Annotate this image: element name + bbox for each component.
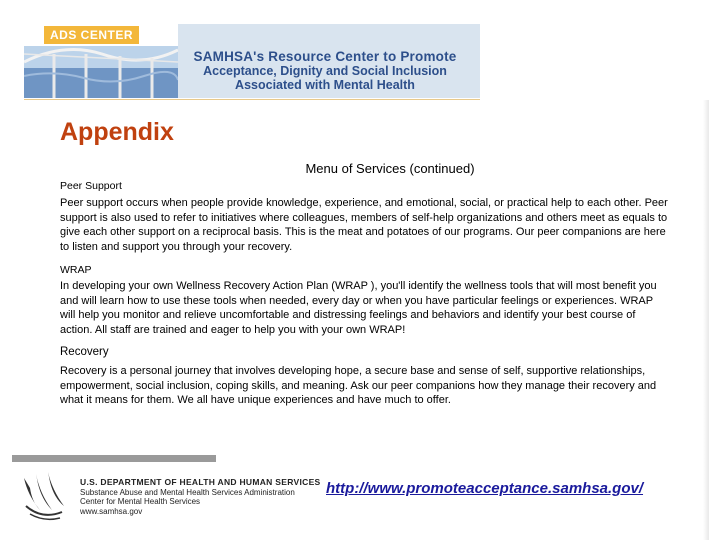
banner-title-line1: SAMHSA's Resource Center to Promote bbox=[193, 49, 457, 64]
banner-title-line2: Acceptance, Dignity and Social Inclusion bbox=[203, 64, 447, 78]
website-link[interactable]: http://www.promoteacceptance.samhsa.gov/ bbox=[326, 480, 644, 497]
banner-title-line3: Associated with Mental Health bbox=[235, 78, 415, 92]
section-heading-recovery: Recovery bbox=[60, 346, 109, 358]
agency-website: www.samhsa.gov bbox=[80, 506, 143, 516]
section-heading-wrap: WRAP bbox=[60, 264, 92, 276]
center-name: Center for Mental Health Services bbox=[80, 497, 201, 506]
page-subtitle: Menu of Services (continued) bbox=[305, 161, 475, 176]
ads-center-logo bbox=[24, 24, 178, 46]
hhs-agency-text bbox=[80, 478, 321, 516]
hhs-eagle-seal-icon bbox=[18, 466, 74, 522]
agency-name: Substance Abuse and Mental Health Services Administration bbox=[80, 487, 295, 497]
section-body-peer-support: Peer support occurs when people provide knowledge, experience, and emotional, social, or practical help to each other. Peer support is also used to refer to initiatives where colleagues, members of self-help organizations and others meet as equals to give each other support on a reciprocal basis. This is the meat and potatoes of our programs. Our peer companions are here to listen and support you through your recovery. bbox=[60, 197, 668, 253]
section-body-wrap: In developing your own Wellness Recovery Action Plan (WRAP ), you'll identify the wellness tools that will most benefit you and will learn how to use these tools when needed, every day or when you have particular feelings or experiences. WRAP will help you monitor and relieve uncomfortable and distressing feelings and behaviors and identify your best course of action. All staff are trained and eager to help you with your own WRAP! bbox=[60, 280, 657, 336]
page-title: Appendix bbox=[60, 118, 174, 146]
section-body-recovery: Recovery is a personal journey that involves developing hope, a secure base and sense of self, supportive relationships, empowerment, social inclusion, coping skills, and meaning. Ask our peer companions how they manage their recovery and what it means for them. We all have unique experiences and have much to offer. bbox=[60, 365, 657, 406]
section-heading-peer-support: Peer Support bbox=[60, 180, 122, 192]
hhs-department: U.S. DEPARTMENT OF HEALTH AND HUMAN SERVICES bbox=[80, 477, 321, 487]
ads-center-logo-text: ADS CENTER bbox=[44, 26, 139, 44]
footer-bar bbox=[12, 455, 216, 462]
banner-title bbox=[172, 50, 478, 92]
header-banner bbox=[24, 24, 480, 98]
header-divider bbox=[24, 99, 480, 100]
